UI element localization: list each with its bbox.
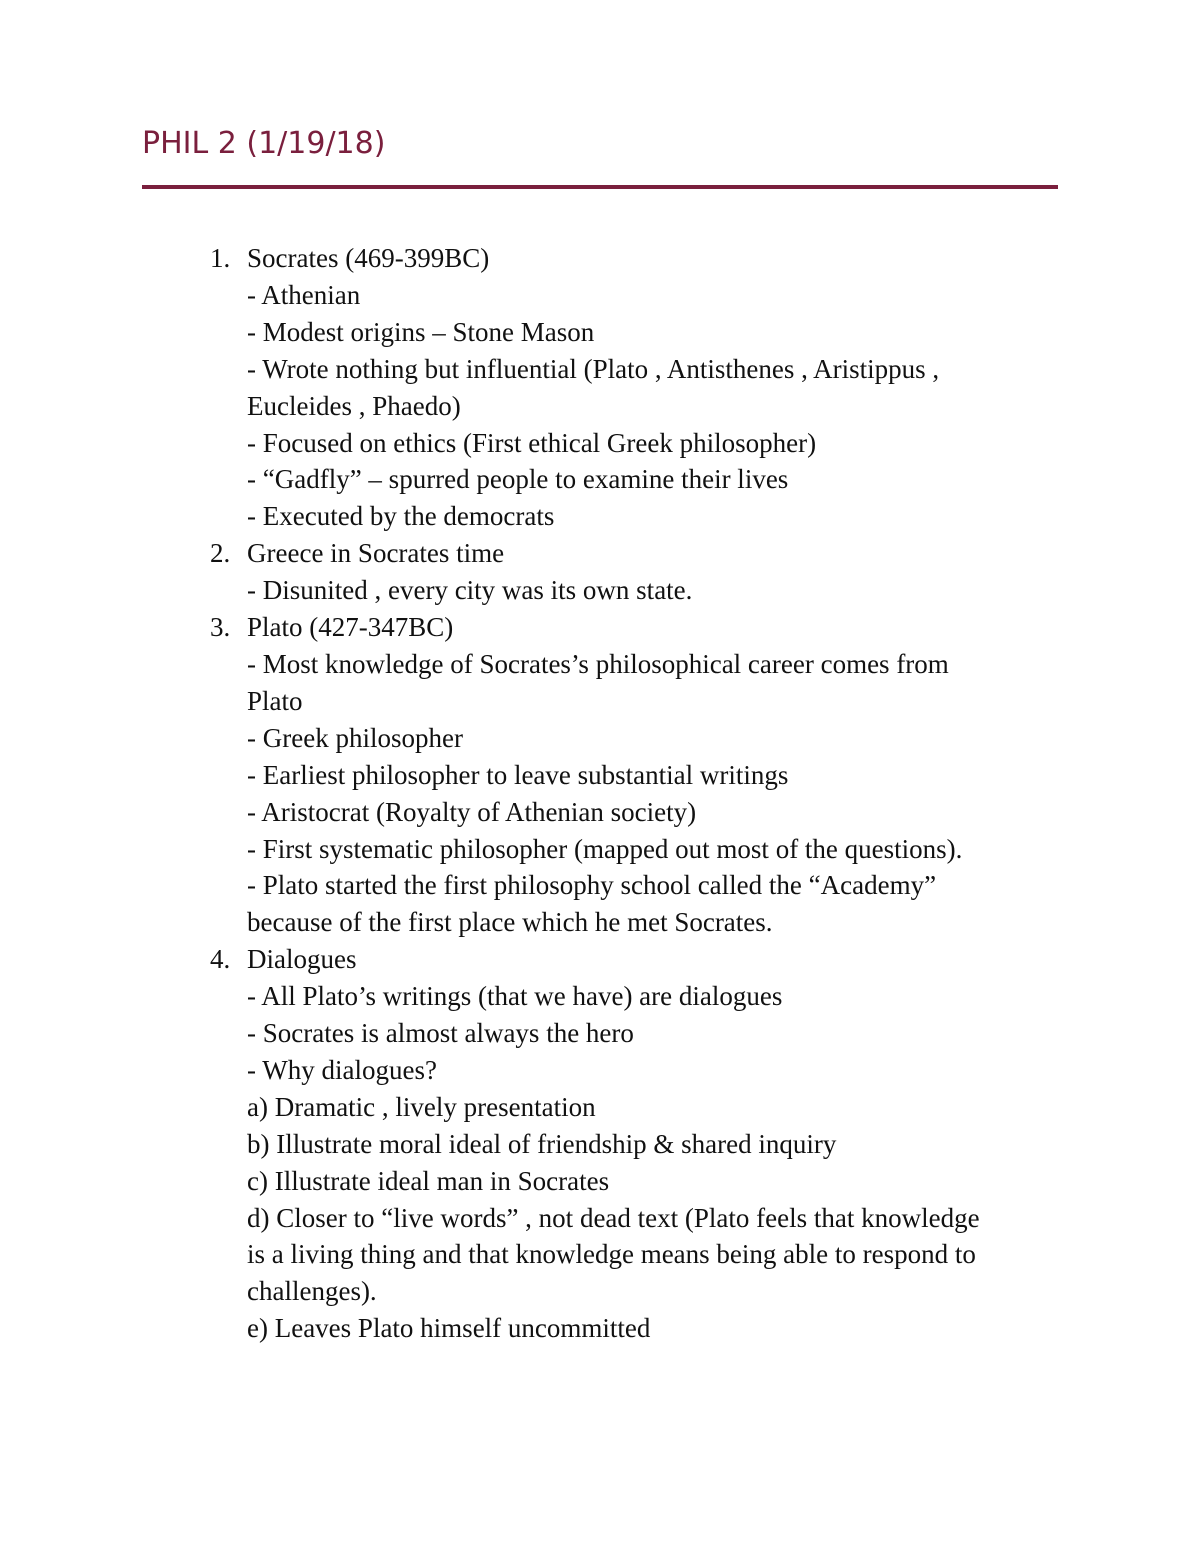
title-divider (142, 185, 1058, 189)
note-line: - Socrates is almost always the hero (247, 1018, 634, 1049)
note-line: - Disunited , every city was its own state. (247, 575, 693, 606)
notes-list (210, 240, 1070, 1347)
note-line: because of the first place which he met Socrates. (247, 907, 773, 938)
note-line: - Greek philosopher (247, 722, 463, 753)
note-line: d) Closer to “live words” , not dead text (Plato feels that knowledge (247, 1202, 980, 1233)
note-line: - Athenian (247, 279, 361, 310)
note-line: e) Leaves Plato himself uncommitted (247, 1313, 651, 1344)
list-item-socrates (210, 240, 1070, 535)
note-line: - Aristocrat (Royalty of Athenian society) (247, 796, 697, 827)
note-line: Eucleides , Phaedo) (247, 390, 461, 421)
note-line: - Earliest philosopher to leave substantial writings (247, 759, 789, 790)
note-line: - Executed by the democrats (247, 501, 555, 532)
item-number: 4. (210, 944, 231, 975)
note-line: - Most knowledge of Socrates’s philosophical career comes from (247, 648, 949, 679)
document-title: PHIL 2 (1/19/18) (142, 126, 386, 161)
note-line: Plato (247, 685, 303, 716)
note-line: a) Dramatic , lively presentation (247, 1091, 596, 1122)
note-line: c) Illustrate ideal man in Socrates (247, 1165, 610, 1196)
item-number: 2. (210, 538, 231, 569)
note-line: - Wrote nothing but influential (Plato , Antisthenes , Aristippus , (247, 353, 940, 384)
item-heading: Plato (427-347BC) (247, 612, 454, 643)
item-heading: Greece in Socrates time (247, 538, 505, 569)
note-line: - Why dialogues? (247, 1054, 437, 1085)
note-line: - Focused on ethics (First ethical Greek philosopher) (247, 427, 817, 458)
item-number: 1. (210, 243, 231, 273)
note-line: - All Plato’s writings (that we have) are dialogues (247, 981, 783, 1012)
note-line: is a living thing and that knowledge means being able to respond to (247, 1239, 976, 1270)
item-heading: Dialogues (247, 944, 357, 975)
note-line: - “Gadfly” – spurred people to examine their lives (247, 464, 789, 495)
item-heading: Socrates (469-399BC) (247, 243, 490, 273)
note-line: - Modest origins – Stone Mason (247, 316, 595, 347)
note-line: - Plato started the first philosophy school called the “Academy” (247, 870, 937, 901)
list-item-plato (210, 609, 1070, 941)
item-number: 3. (210, 612, 231, 643)
list-item-dialogues (210, 941, 1070, 1347)
note-line: challenges). (247, 1276, 377, 1307)
note-line: - First systematic philosopher (mapped out most of the questions). (247, 833, 963, 864)
note-line: b) Illustrate moral ideal of friendship & shared inquiry (247, 1128, 837, 1159)
list-item-greece (210, 535, 1070, 609)
